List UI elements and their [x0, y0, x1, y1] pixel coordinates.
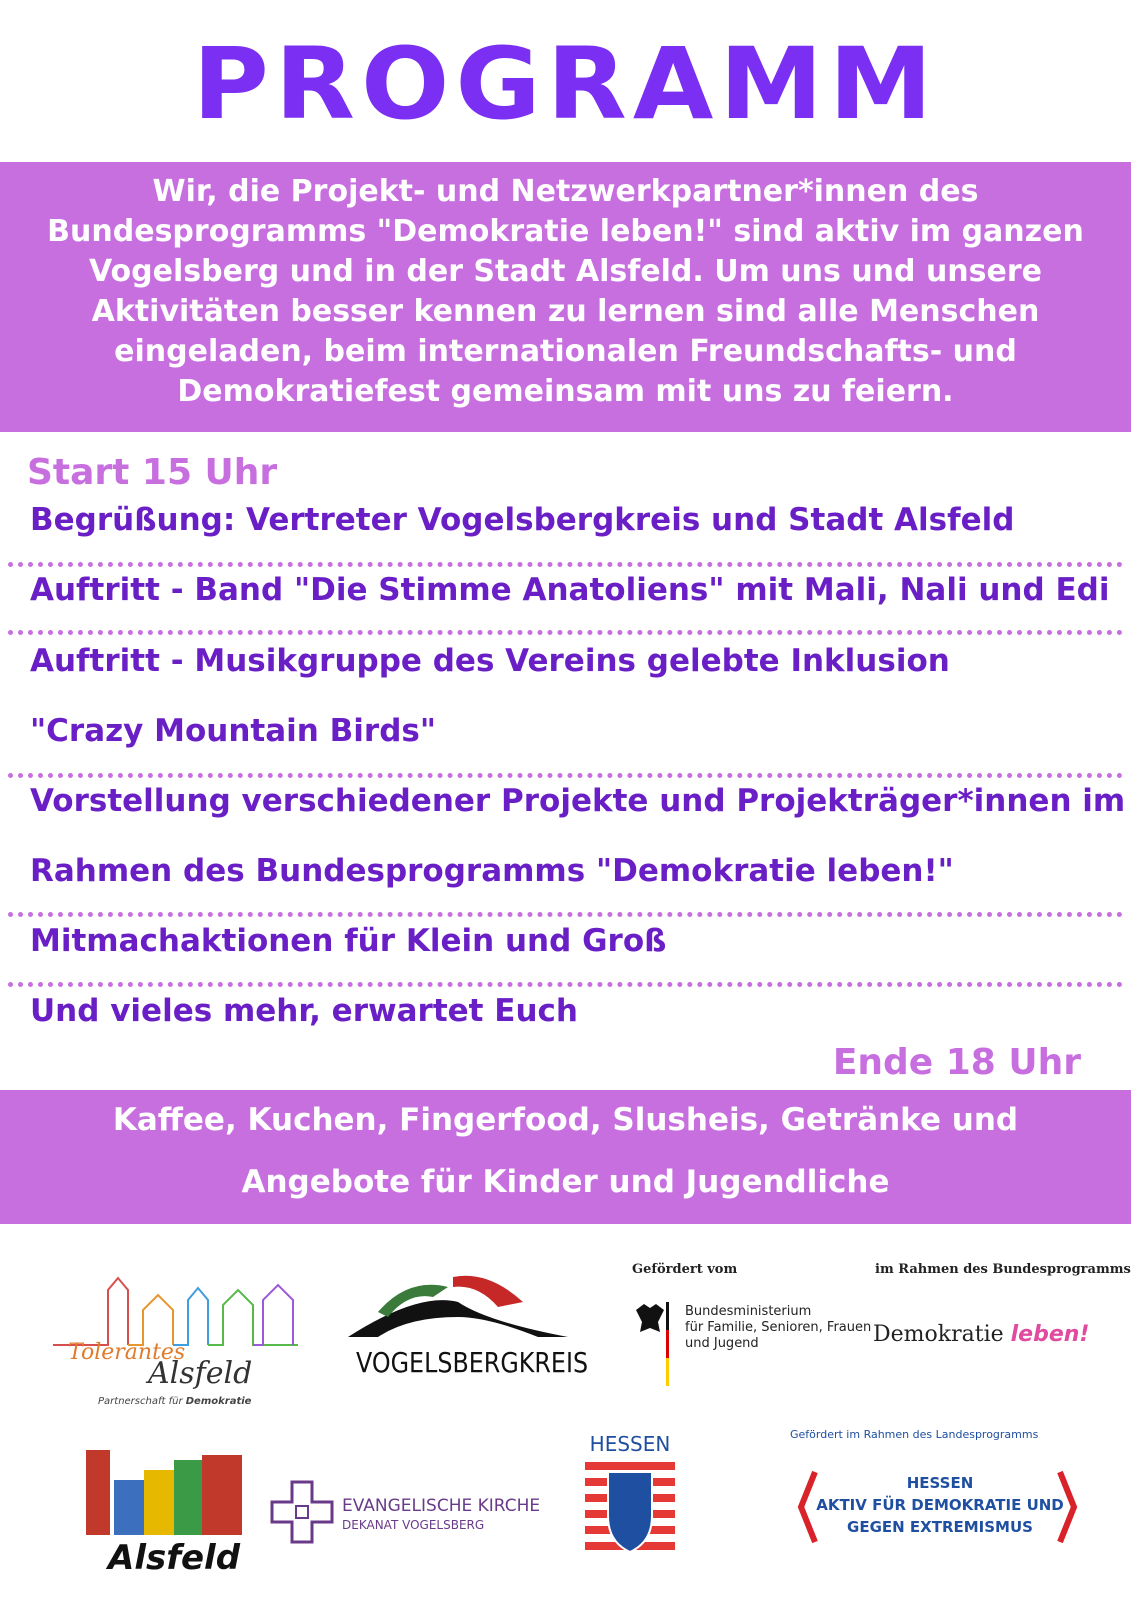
dotted-divider [8, 982, 1123, 987]
dotted-divider [8, 562, 1123, 567]
program-item: Rahmen des Bundesprogramms "Demokratie leben!" [30, 853, 954, 889]
logo-text: HESSEN [589, 1432, 671, 1456]
demokratie-leben-logo: Demokratie leben! [873, 1322, 1090, 1347]
end-time: Ende 18 Uhr [832, 1042, 1081, 1083]
program-item: Auftritt - Musikgruppe des Vereins gelebte Inklusion [30, 643, 950, 679]
funding-label: Gefördert vom [632, 1262, 738, 1277]
program-item: Und vieles mehr, erwartet Euch [30, 993, 578, 1029]
logo-text: VOGELSBERGKREIS [356, 1346, 589, 1379]
food-line: Kaffee, Kuchen, Fingerfood, Slusheis, Getränke und [112, 1102, 1019, 1138]
hessen-aktiv-line: HESSEN [906, 1474, 974, 1492]
logo-subtitle: Partnerschaft für Demokratie [98, 1396, 252, 1407]
hessen-aktiv-logo [795, 1462, 1085, 1552]
landesprogramm-label: Gefördert im Rahmen des Landesprogramms [790, 1428, 1039, 1441]
bmfsfj-logo [685, 1304, 871, 1352]
dotted-divider [8, 912, 1123, 917]
bmfsfj-line: Bundesministerium [685, 1304, 812, 1319]
page-title: PROGRAMM [192, 26, 939, 142]
program-item: "Crazy Mountain Birds" [30, 713, 436, 749]
logo-word: Tolerantes [68, 1340, 186, 1365]
hessen-logo [580, 1432, 680, 1572]
cross-icon [270, 1480, 334, 1544]
alsfeld-town-icon [78, 1440, 248, 1540]
intro-line: Vogelsberg und in der Stadt Alsfeld. Um uns und unsere [88, 254, 1043, 289]
hessen-aktiv-text [795, 1472, 1085, 1538]
vogelsberg-mountain-icon [338, 1262, 578, 1347]
logo-text: Alsfeld [108, 1538, 241, 1578]
intro-line: Aktivitäten besser kennen zu lernen sind alle Menschen [91, 294, 1040, 329]
alsfeld-logo [78, 1440, 248, 1590]
start-time: Start 15 Uhr [27, 452, 278, 493]
dotted-divider [8, 630, 1123, 635]
dotted-divider [8, 773, 1123, 778]
hessen-lion-icon [580, 1456, 680, 1566]
intro-line: Wir, die Projekt- und Netzwerkpartner*innen des [152, 174, 979, 209]
funding-label: im Rahmen des Bundesprogramms [875, 1262, 1131, 1277]
intro-line: eingeladen, beim internationalen Freundschafts- und [114, 334, 1017, 369]
intro-line: Demokratiefest gemeinsam mit uns zu feiern. [177, 374, 954, 409]
ekd-logo [270, 1480, 570, 1550]
vogelsbergkreis-logo [338, 1262, 589, 1382]
food-line: Angebote für Kinder und Jugendliche [241, 1164, 890, 1200]
intro-box [0, 162, 1131, 432]
federal-eagle-icon [630, 1300, 670, 1390]
ekd-title: EVANGELISCHE KIRCHE [342, 1496, 541, 1516]
program-item: Begrüßung: Vertreter Vogelsbergkreis und Stadt Alsfeld [30, 502, 1015, 538]
program-item: Auftritt - Band "Die Stimme Anatoliens" mit Mali, Nali und Edi [30, 572, 1110, 608]
intro-line: Bundesprogramms "Demokratie leben!" sind aktiv im ganzen [47, 214, 1084, 249]
logo-word: Alsfeld [148, 1356, 253, 1391]
tolerantes-alsfeld-logo [48, 1260, 308, 1410]
hessen-aktiv-line: GEGEN EXTREMISMUS [847, 1518, 1033, 1536]
hessen-aktiv-line: AKTIV FÜR DEMOKRATIE UND [816, 1496, 1064, 1514]
food-box [0, 1090, 1131, 1224]
bmfsfj-line: für Familie, Senioren, Frauen [685, 1320, 872, 1335]
ekd-subtitle: DEKANAT VOGELSBERG [342, 1518, 485, 1532]
program-item: Vorstellung verschiedener Projekte und Projekträger*innen im [30, 783, 1126, 819]
bmfsfj-line: und Jugend [685, 1336, 759, 1351]
program-item: Mitmachaktionen für Klein und Groß [30, 923, 667, 959]
